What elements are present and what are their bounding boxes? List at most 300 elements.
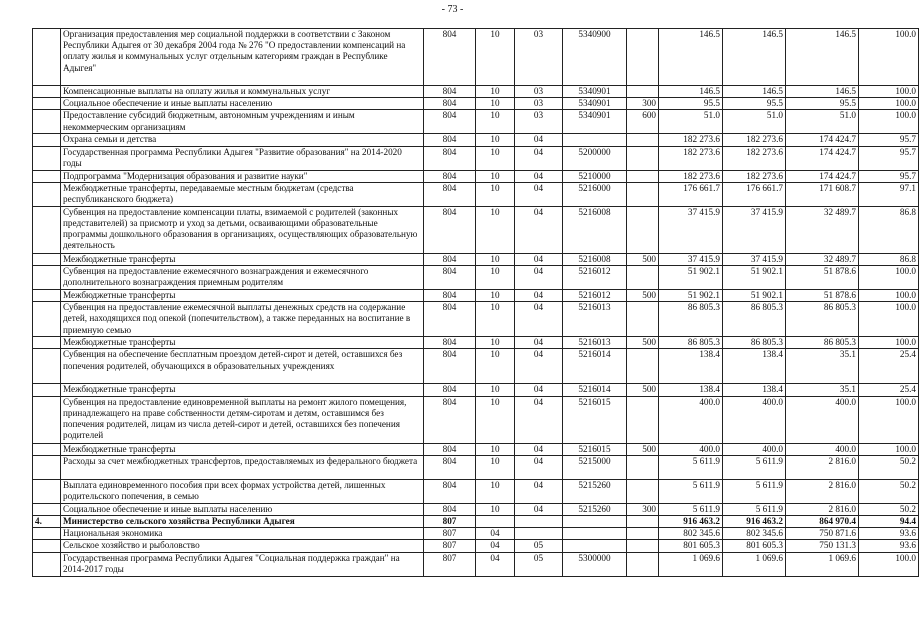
approved-amount-cell: 51 902.1	[659, 266, 723, 290]
adjusted-amount-cell: 802 345.6	[723, 528, 786, 540]
target-item-cell: 5216012	[563, 290, 627, 302]
table-row	[33, 443, 919, 455]
execution-percent-cell: 100.0	[859, 266, 919, 290]
section-code-cell: 10	[476, 29, 515, 86]
approved-amount-cell: 176 661.7	[659, 182, 723, 206]
section-code-cell: 04	[476, 528, 515, 540]
subsection-code-cell: 04	[515, 170, 563, 182]
expense-type-cell	[627, 349, 659, 384]
executed-amount-cell: 864 970.4	[786, 516, 859, 528]
execution-percent-cell: 95.7	[859, 134, 919, 146]
row-number-cell	[33, 253, 61, 265]
execution-percent-cell: 100.0	[859, 86, 919, 98]
execution-percent-cell: 86.8	[859, 206, 919, 253]
expense-type-cell	[627, 455, 659, 479]
approved-amount-cell: 5 611.9	[659, 503, 723, 515]
ministry-code-cell: 804	[424, 182, 476, 206]
target-item-cell: 5216015	[563, 443, 627, 455]
adjusted-amount-cell: 51 902.1	[723, 266, 786, 290]
expense-type-cell	[627, 540, 659, 552]
row-number-cell	[33, 337, 61, 349]
row-name-cell: Подпрограмма "Модернизация образования и развитие науки"	[61, 170, 424, 182]
expense-type-cell	[627, 516, 659, 528]
subsection-code-cell: 04	[515, 182, 563, 206]
adjusted-amount-cell: 400.0	[723, 396, 786, 443]
table-row	[33, 396, 919, 443]
section-code-cell: 10	[476, 206, 515, 253]
row-number-cell	[33, 455, 61, 479]
budget-table	[32, 28, 919, 577]
ministry-code-cell: 804	[424, 396, 476, 443]
adjusted-amount-cell: 95.5	[723, 98, 786, 110]
expense-type-cell	[627, 86, 659, 98]
ministry-code-cell: 804	[424, 110, 476, 134]
approved-amount-cell: 5 611.9	[659, 455, 723, 479]
table-row	[33, 503, 919, 515]
page-number: - 73 -	[441, 4, 464, 15]
row-number-cell	[33, 302, 61, 337]
ministry-code-cell: 804	[424, 29, 476, 86]
target-item-cell	[563, 134, 627, 146]
ministry-code-cell: 804	[424, 266, 476, 290]
adjusted-amount-cell: 5 611.9	[723, 503, 786, 515]
execution-percent-cell: 50.2	[859, 503, 919, 515]
table-row	[33, 98, 919, 110]
ministry-code-cell: 804	[424, 86, 476, 98]
executed-amount-cell: 174 424.7	[786, 134, 859, 146]
executed-amount-cell: 146.5	[786, 29, 859, 86]
adjusted-amount-cell: 400.0	[723, 443, 786, 455]
table-row	[33, 253, 919, 265]
target-item-cell: 5340901	[563, 110, 627, 134]
expense-type-cell	[627, 146, 659, 170]
expense-type-cell	[627, 170, 659, 182]
table-row	[33, 182, 919, 206]
adjusted-amount-cell: 182 273.6	[723, 134, 786, 146]
row-name-cell: Сельское хозяйство и рыболовство	[61, 540, 424, 552]
target-item-cell: 5216008	[563, 253, 627, 265]
section-code-cell: 10	[476, 349, 515, 384]
row-number-cell	[33, 552, 61, 576]
executed-amount-cell: 86 805.3	[786, 337, 859, 349]
execution-percent-cell: 100.0	[859, 110, 919, 134]
row-number-cell	[33, 170, 61, 182]
executed-amount-cell: 35.1	[786, 384, 859, 396]
expense-type-cell: 600	[627, 110, 659, 134]
adjusted-amount-cell: 86 805.3	[723, 337, 786, 349]
table-row	[33, 110, 919, 134]
section-code-cell: 10	[476, 266, 515, 290]
execution-percent-cell: 100.0	[859, 290, 919, 302]
execution-percent-cell: 86.8	[859, 253, 919, 265]
ministry-code-cell: 804	[424, 146, 476, 170]
ministry-code-cell: 804	[424, 384, 476, 396]
approved-amount-cell: 182 273.6	[659, 146, 723, 170]
ministry-code-cell: 804	[424, 206, 476, 253]
subsection-code-cell: 04	[515, 206, 563, 253]
execution-percent-cell: 100.0	[859, 29, 919, 86]
section-code-cell: 10	[476, 396, 515, 443]
executed-amount-cell: 2 816.0	[786, 479, 859, 503]
row-name-cell: Национальная экономика	[61, 528, 424, 540]
approved-amount-cell: 86 805.3	[659, 337, 723, 349]
adjusted-amount-cell: 5 611.9	[723, 455, 786, 479]
target-item-cell: 5300000	[563, 552, 627, 576]
execution-percent-cell: 25.4	[859, 349, 919, 384]
approved-amount-cell: 182 273.6	[659, 170, 723, 182]
expense-type-cell: 300	[627, 98, 659, 110]
adjusted-amount-cell: 176 661.7	[723, 182, 786, 206]
target-item-cell: 5216013	[563, 337, 627, 349]
subsection-code-cell	[515, 516, 563, 528]
subsection-code-cell: 04	[515, 266, 563, 290]
row-number-cell	[33, 349, 61, 384]
row-number-cell	[33, 479, 61, 503]
row-number-cell	[33, 206, 61, 253]
approved-amount-cell: 400.0	[659, 443, 723, 455]
execution-percent-cell: 97.1	[859, 182, 919, 206]
row-number-cell	[33, 29, 61, 86]
approved-amount-cell: 51.0	[659, 110, 723, 134]
ministry-code-cell: 807	[424, 540, 476, 552]
table-row	[33, 516, 919, 528]
executed-amount-cell: 51 878.6	[786, 290, 859, 302]
adjusted-amount-cell: 916 463.2	[723, 516, 786, 528]
subsection-code-cell: 04	[515, 302, 563, 337]
row-number-cell	[33, 503, 61, 515]
execution-percent-cell: 94.4	[859, 516, 919, 528]
subsection-code-cell: 04	[515, 290, 563, 302]
approved-amount-cell: 801 605.3	[659, 540, 723, 552]
table-row	[33, 540, 919, 552]
executed-amount-cell: 174 424.7	[786, 170, 859, 182]
expense-type-cell: 500	[627, 290, 659, 302]
ministry-code-cell: 804	[424, 455, 476, 479]
executed-amount-cell: 171 608.7	[786, 182, 859, 206]
executed-amount-cell: 2 816.0	[786, 455, 859, 479]
ministry-code-cell: 804	[424, 134, 476, 146]
ministry-code-cell: 804	[424, 170, 476, 182]
executed-amount-cell: 86 805.3	[786, 302, 859, 337]
approved-amount-cell: 802 345.6	[659, 528, 723, 540]
section-code-cell: 10	[476, 503, 515, 515]
execution-percent-cell: 100.0	[859, 302, 919, 337]
adjusted-amount-cell: 138.4	[723, 384, 786, 396]
approved-amount-cell: 146.5	[659, 29, 723, 86]
approved-amount-cell: 138.4	[659, 349, 723, 384]
row-number-cell: 4.	[33, 516, 61, 528]
subsection-code-cell: 04	[515, 479, 563, 503]
executed-amount-cell: 32 489.7	[786, 253, 859, 265]
row-name-cell: Субвенция на предоставление компенсации платы, взимаемой с родителей (законных представителей) за присмотр и уход за детьми, осваивающими образовательные программы дошкольного образования в организациях, осуществляющих образовательную деятельность	[61, 206, 424, 253]
expense-type-cell	[627, 266, 659, 290]
row-number-cell	[33, 86, 61, 98]
row-name-cell: Межбюджетные трансферты	[61, 337, 424, 349]
row-name-cell: Социальное обеспечение и иные выплаты населению	[61, 503, 424, 515]
adjusted-amount-cell: 801 605.3	[723, 540, 786, 552]
row-name-cell: Расходы за счет межбюджетных трансфертов, предоставляемых из федерального бюджета	[61, 455, 424, 479]
expense-type-cell	[627, 29, 659, 86]
executed-amount-cell: 2 816.0	[786, 503, 859, 515]
approved-amount-cell: 400.0	[659, 396, 723, 443]
approved-amount-cell: 916 463.2	[659, 516, 723, 528]
subsection-code-cell: 05	[515, 540, 563, 552]
expense-type-cell	[627, 302, 659, 337]
approved-amount-cell: 146.5	[659, 86, 723, 98]
target-item-cell: 5216000	[563, 182, 627, 206]
expense-type-cell	[627, 528, 659, 540]
executed-amount-cell: 35.1	[786, 349, 859, 384]
ministry-code-cell: 804	[424, 337, 476, 349]
table-body	[33, 29, 919, 577]
expense-type-cell	[627, 206, 659, 253]
row-name-cell: Организация предоставления мер социальной поддержки в соответствии с Законом Республики Адыгея от 30 декабря 2004 года № 276 "О предоставлении компенсаций на оплату жилья и коммунальных услуг отдельным категориям граждан в Республике Адыгея"	[61, 29, 424, 86]
execution-percent-cell: 25.4	[859, 384, 919, 396]
table-row	[33, 170, 919, 182]
target-item-cell: 5216015	[563, 396, 627, 443]
execution-percent-cell: 100.0	[859, 443, 919, 455]
approved-amount-cell: 37 415.9	[659, 206, 723, 253]
execution-percent-cell: 100.0	[859, 552, 919, 576]
execution-percent-cell: 95.7	[859, 170, 919, 182]
row-name-cell: Компенсационные выплаты на оплату жилья и коммунальных услуг	[61, 86, 424, 98]
section-code-cell: 10	[476, 134, 515, 146]
executed-amount-cell: 32 489.7	[786, 206, 859, 253]
approved-amount-cell: 37 415.9	[659, 253, 723, 265]
row-name-cell: Предоставление субсидий бюджетным, автономным учреждениям и иным некоммерческим организациям	[61, 110, 424, 134]
execution-percent-cell: 93.6	[859, 528, 919, 540]
subsection-code-cell: 04	[515, 253, 563, 265]
adjusted-amount-cell: 51.0	[723, 110, 786, 134]
execution-percent-cell: 50.2	[859, 455, 919, 479]
section-code-cell: 10	[476, 384, 515, 396]
executed-amount-cell: 1 069.6	[786, 552, 859, 576]
executed-amount-cell: 146.5	[786, 86, 859, 98]
target-item-cell: 5340901	[563, 98, 627, 110]
section-code-cell: 10	[476, 455, 515, 479]
target-item-cell	[563, 516, 627, 528]
executed-amount-cell: 95.5	[786, 98, 859, 110]
target-item-cell	[563, 528, 627, 540]
ministry-code-cell: 804	[424, 253, 476, 265]
row-name-cell: Выплата единовременного пособия при всех формах устройства детей, лишенных родительского попечения, в семью	[61, 479, 424, 503]
ministry-code-cell: 807	[424, 552, 476, 576]
target-item-cell: 5216013	[563, 302, 627, 337]
section-code-cell: 10	[476, 443, 515, 455]
row-number-cell	[33, 110, 61, 134]
section-code-cell: 04	[476, 552, 515, 576]
row-name-cell: Межбюджетные трансферты	[61, 290, 424, 302]
row-name-cell: Социальное обеспечение и иные выплаты населению	[61, 98, 424, 110]
row-number-cell	[33, 134, 61, 146]
target-item-cell: 5216014	[563, 349, 627, 384]
target-item-cell: 5215260	[563, 479, 627, 503]
execution-percent-cell: 93.6	[859, 540, 919, 552]
ministry-code-cell: 804	[424, 98, 476, 110]
row-number-cell	[33, 266, 61, 290]
expense-type-cell: 500	[627, 253, 659, 265]
table-row	[33, 206, 919, 253]
row-number-cell	[33, 146, 61, 170]
approved-amount-cell: 51 902.1	[659, 290, 723, 302]
adjusted-amount-cell: 37 415.9	[723, 206, 786, 253]
row-number-cell	[33, 528, 61, 540]
target-item-cell	[563, 540, 627, 552]
ministry-code-cell: 804	[424, 443, 476, 455]
subsection-code-cell: 03	[515, 98, 563, 110]
subsection-code-cell: 04	[515, 134, 563, 146]
executed-amount-cell: 400.0	[786, 443, 859, 455]
expense-type-cell: 500	[627, 337, 659, 349]
row-name-cell: Государственная программа Республики Адыгея "Социальная поддержка граждан" на 2014-2017 годы	[61, 552, 424, 576]
row-number-cell	[33, 98, 61, 110]
subsection-code-cell: 04	[515, 503, 563, 515]
expense-type-cell: 500	[627, 384, 659, 396]
table-row	[33, 479, 919, 503]
execution-percent-cell: 100.0	[859, 396, 919, 443]
section-code-cell: 10	[476, 98, 515, 110]
subsection-code-cell: 03	[515, 110, 563, 134]
execution-percent-cell: 95.7	[859, 146, 919, 170]
expense-type-cell	[627, 134, 659, 146]
subsection-code-cell	[515, 528, 563, 540]
row-name-cell: Субвенция на предоставление ежемесячного вознаграждения и ежемесячного дополнительного вознаграждения приемным родителям	[61, 266, 424, 290]
target-item-cell: 5340901	[563, 86, 627, 98]
table-row	[33, 146, 919, 170]
section-code-cell: 04	[476, 540, 515, 552]
row-number-cell	[33, 396, 61, 443]
row-name-cell: Государственная программа Республики Адыгея "Развитие образования" на 2014-2020 годы	[61, 146, 424, 170]
section-code-cell: 10	[476, 290, 515, 302]
table-row	[33, 349, 919, 384]
approved-amount-cell: 182 273.6	[659, 134, 723, 146]
section-code-cell: 10	[476, 146, 515, 170]
target-item-cell: 5216008	[563, 206, 627, 253]
subsection-code-cell: 03	[515, 86, 563, 98]
target-item-cell: 5210000	[563, 170, 627, 182]
subsection-code-cell: 04	[515, 455, 563, 479]
target-item-cell: 5215000	[563, 455, 627, 479]
adjusted-amount-cell: 86 805.3	[723, 302, 786, 337]
ministry-code-cell: 804	[424, 302, 476, 337]
target-item-cell: 5200000	[563, 146, 627, 170]
ministry-code-cell: 804	[424, 503, 476, 515]
executed-amount-cell: 51 878.6	[786, 266, 859, 290]
executed-amount-cell: 750 871.6	[786, 528, 859, 540]
row-name-cell: Субвенция на предоставление единовременной выплаты на ремонт жилого помещения, принадлежащего на праве собственности детям-сиротам и детям, оставшимся без попечения родителей, лицам из числа детей-сирот и детей, оставшихся без попечения родителей	[61, 396, 424, 443]
adjusted-amount-cell: 5 611.9	[723, 479, 786, 503]
subsection-code-cell: 04	[515, 146, 563, 170]
expense-type-cell	[627, 182, 659, 206]
executed-amount-cell: 400.0	[786, 396, 859, 443]
executed-amount-cell: 750 131.3	[786, 540, 859, 552]
table-row	[33, 134, 919, 146]
target-item-cell: 5215260	[563, 503, 627, 515]
adjusted-amount-cell: 182 273.6	[723, 146, 786, 170]
table-row	[33, 266, 919, 290]
adjusted-amount-cell: 1 069.6	[723, 552, 786, 576]
adjusted-amount-cell: 37 415.9	[723, 253, 786, 265]
row-number-cell	[33, 290, 61, 302]
section-code-cell: 10	[476, 253, 515, 265]
row-number-cell	[33, 384, 61, 396]
section-code-cell: 10	[476, 86, 515, 98]
section-code-cell: 10	[476, 479, 515, 503]
row-name-cell: Субвенция на предоставление ежемесячной выплаты денежных средств на содержание детей, находящихся под опекой (попечительством), а также переданных на воспитание в приемную семью	[61, 302, 424, 337]
ministry-code-cell: 804	[424, 349, 476, 384]
expense-type-cell: 500	[627, 443, 659, 455]
section-code-cell: 10	[476, 110, 515, 134]
ministry-code-cell: 807	[424, 516, 476, 528]
subsection-code-cell: 05	[515, 552, 563, 576]
subsection-code-cell: 04	[515, 349, 563, 384]
target-item-cell: 5216012	[563, 266, 627, 290]
ministry-code-cell: 804	[424, 290, 476, 302]
subsection-code-cell: 04	[515, 396, 563, 443]
row-name-cell: Межбюджетные трансферты	[61, 443, 424, 455]
row-number-cell	[33, 443, 61, 455]
table-row	[33, 455, 919, 479]
approved-amount-cell: 138.4	[659, 384, 723, 396]
table-row	[33, 337, 919, 349]
table-row	[33, 29, 919, 86]
ministry-code-cell: 804	[424, 479, 476, 503]
adjusted-amount-cell: 146.5	[723, 86, 786, 98]
subsection-code-cell: 03	[515, 29, 563, 86]
section-code-cell: 10	[476, 337, 515, 349]
approved-amount-cell: 86 805.3	[659, 302, 723, 337]
subsection-code-cell: 04	[515, 337, 563, 349]
adjusted-amount-cell: 51 902.1	[723, 290, 786, 302]
execution-percent-cell: 100.0	[859, 337, 919, 349]
row-name-cell: Межбюджетные трансферты	[61, 253, 424, 265]
expense-type-cell	[627, 396, 659, 443]
expense-type-cell	[627, 479, 659, 503]
section-code-cell: 10	[476, 302, 515, 337]
adjusted-amount-cell: 182 273.6	[723, 170, 786, 182]
section-code-cell	[476, 516, 515, 528]
target-item-cell: 5340900	[563, 29, 627, 86]
table-row	[33, 290, 919, 302]
row-number-cell	[33, 540, 61, 552]
section-code-cell: 10	[476, 170, 515, 182]
row-name-cell: Охрана семьи и детства	[61, 134, 424, 146]
execution-percent-cell: 100.0	[859, 98, 919, 110]
adjusted-amount-cell: 138.4	[723, 349, 786, 384]
subsection-code-cell: 04	[515, 384, 563, 396]
row-name-cell: Межбюджетные трансферты, передаваемые местным бюджетам (средства республиканского бюджета)	[61, 182, 424, 206]
ministry-code-cell: 807	[424, 528, 476, 540]
table-row	[33, 86, 919, 98]
executed-amount-cell: 174 424.7	[786, 146, 859, 170]
adjusted-amount-cell: 146.5	[723, 29, 786, 86]
table-row	[33, 528, 919, 540]
table-row	[33, 384, 919, 396]
table-row	[33, 552, 919, 576]
row-number-cell	[33, 182, 61, 206]
section-code-cell: 10	[476, 182, 515, 206]
row-name-cell: Министерство сельского хозяйства Республики Адыгея	[61, 516, 424, 528]
approved-amount-cell: 5 611.9	[659, 479, 723, 503]
row-name-cell: Межбюджетные трансферты	[61, 384, 424, 396]
expense-type-cell: 300	[627, 503, 659, 515]
executed-amount-cell: 51.0	[786, 110, 859, 134]
approved-amount-cell: 95.5	[659, 98, 723, 110]
row-name-cell: Субвенция на обеспечение бесплатным проездом детей-сирот и детей, оставшихся без попечения родителей, обучающихся в образовательных учреждениях	[61, 349, 424, 384]
subsection-code-cell: 04	[515, 443, 563, 455]
target-item-cell: 5216014	[563, 384, 627, 396]
expense-type-cell	[627, 552, 659, 576]
